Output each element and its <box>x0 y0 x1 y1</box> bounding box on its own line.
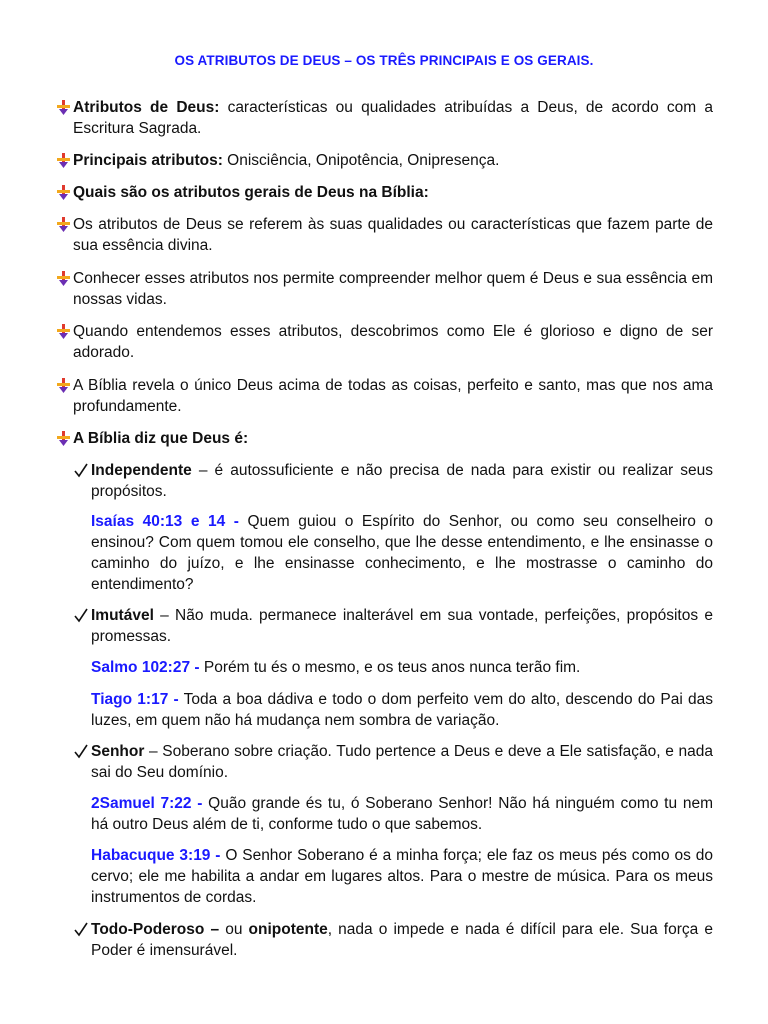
verse-reference: Isaías 40:13 e 14 - <box>91 513 239 530</box>
arrow-down-cross-icon <box>55 153 71 169</box>
verse-text: Quão grande és tu, ó Soberano Senhor! Não há ninguém como tu nem há outro Deus além de ti, conforme tudo o que sabemos. <box>91 795 713 833</box>
verse-block <box>91 657 713 678</box>
verse-text: Toda a boa dádiva e todo o dom perfeito vem do alto, descendo do Pai das luzes, em quem não há mudança nem sombra de variação. <box>91 691 713 729</box>
attribute-name: Todo-Poderoso – <box>91 921 220 938</box>
arrow-down-cross-icon <box>55 185 71 201</box>
checkmark-icon <box>73 460 89 480</box>
verse-block <box>91 511 713 595</box>
attribute-text: – é autossuficiente e não precisa de nada para existir ou realizar seus propósitos. <box>91 462 713 500</box>
verse-block <box>91 845 713 908</box>
verse-block <box>91 793 713 835</box>
verse-reference: 2Samuel 7:22 - <box>91 795 203 812</box>
bullet-bold: Atributos de Deus: <box>73 99 220 116</box>
attribute-item <box>73 605 713 647</box>
bullet-item <box>55 321 713 363</box>
verse-text: Quem guiou o Espírito do Senhor, ou como seu conselheiro o ensinou? Com quem tomou ele conselho, que lhe desse entendimento, e lhe ensinasse o caminho do juízo, e lhe ensinasse conhecimento, e lhe mostrasse o caminho do entendimento? <box>91 513 713 593</box>
bullet-text: Onisciência, Onipotência, Onipresença. <box>222 152 500 169</box>
arrow-down-cross-icon <box>55 324 71 340</box>
arrow-down-cross-icon <box>55 100 71 116</box>
attribute-text: – Soberano sobre criação. Tudo pertence a Deus e deve a Ele satisfação, e nada sai do Seu domínio. <box>91 743 713 781</box>
bullet-text: A Bíblia revela o único Deus acima de todas as coisas, perfeito e santo, mas que nos ama profundamente. <box>73 377 713 415</box>
bullet-text: Quando entendemos esses atributos, descobrimos como Ele é glorioso e digno de ser adorado. <box>73 323 713 361</box>
attribute-name: Independente <box>91 462 192 479</box>
bullet-item <box>55 268 713 310</box>
bullet-bold: Principais atributos: <box>73 152 223 169</box>
bullet-item <box>55 375 713 417</box>
attribute-text: – Não muda. permanece inalterável em sua vontade, perfeições, propósitos e promessas. <box>91 607 713 645</box>
verse-reference: Salmo 102:27 - <box>91 659 200 676</box>
bullet-text: Os atributos de Deus se referem às suas qualidades ou características que fazem parte de sua essência divina. <box>73 216 713 254</box>
bullet-text: características ou qualidades atribuídas a Deus, de acordo com a Escritura Sagrada. <box>73 99 713 137</box>
arrow-down-cross-icon <box>55 271 71 287</box>
verse-text: Porém tu és o mesmo, e os teus anos nunca terão fim. <box>199 659 581 676</box>
verse-reference: Tiago 1:17 - <box>91 691 179 708</box>
attribute-item <box>73 741 713 783</box>
checkmark-icon <box>73 919 89 939</box>
checkmark-icon <box>73 741 89 761</box>
attribute-connector: ou <box>219 921 249 938</box>
arrow-down-cross-icon <box>55 378 71 394</box>
attribute-item <box>73 919 713 961</box>
bullet-item <box>55 97 713 139</box>
bullet-bold: A Bíblia diz que Deus é: <box>73 430 249 447</box>
attribute-text: , nada o impede e nada é difícil para ele. Sua força e Poder é imensurável. <box>91 921 713 959</box>
attribute-name-secondary: onipotente <box>248 921 328 938</box>
verse-text: O Senhor Soberano é a minha força; ele faz os meus pés como os do cervo; ele me habilita a andar em lugares altos. Para o mestre de música. Para os meus instrumentos de cordas. <box>91 847 713 906</box>
arrow-down-cross-icon <box>55 431 71 447</box>
verse-block <box>91 689 713 731</box>
verse-reference: Habacuque 3:19 - <box>91 847 221 864</box>
bullet-item <box>55 214 713 256</box>
arrow-down-cross-icon <box>55 217 71 233</box>
attribute-name: Senhor <box>91 743 145 760</box>
document-title: OS ATRIBUTOS DE DEUS – OS TRÊS PRINCIPAIS E OS GERAIS. <box>174 53 594 68</box>
bullet-item <box>55 428 713 449</box>
bullet-item <box>55 182 713 203</box>
bullet-item <box>55 150 713 171</box>
checkmark-icon <box>73 605 89 625</box>
bullet-bold: Quais são os atributos gerais de Deus na Bíblia: <box>73 184 429 201</box>
attribute-name: Imutável <box>91 607 154 624</box>
bullet-text: Conhecer esses atributos nos permite compreender melhor quem é Deus e sua essência em nossas vidas. <box>73 270 713 308</box>
attribute-item <box>73 460 713 502</box>
